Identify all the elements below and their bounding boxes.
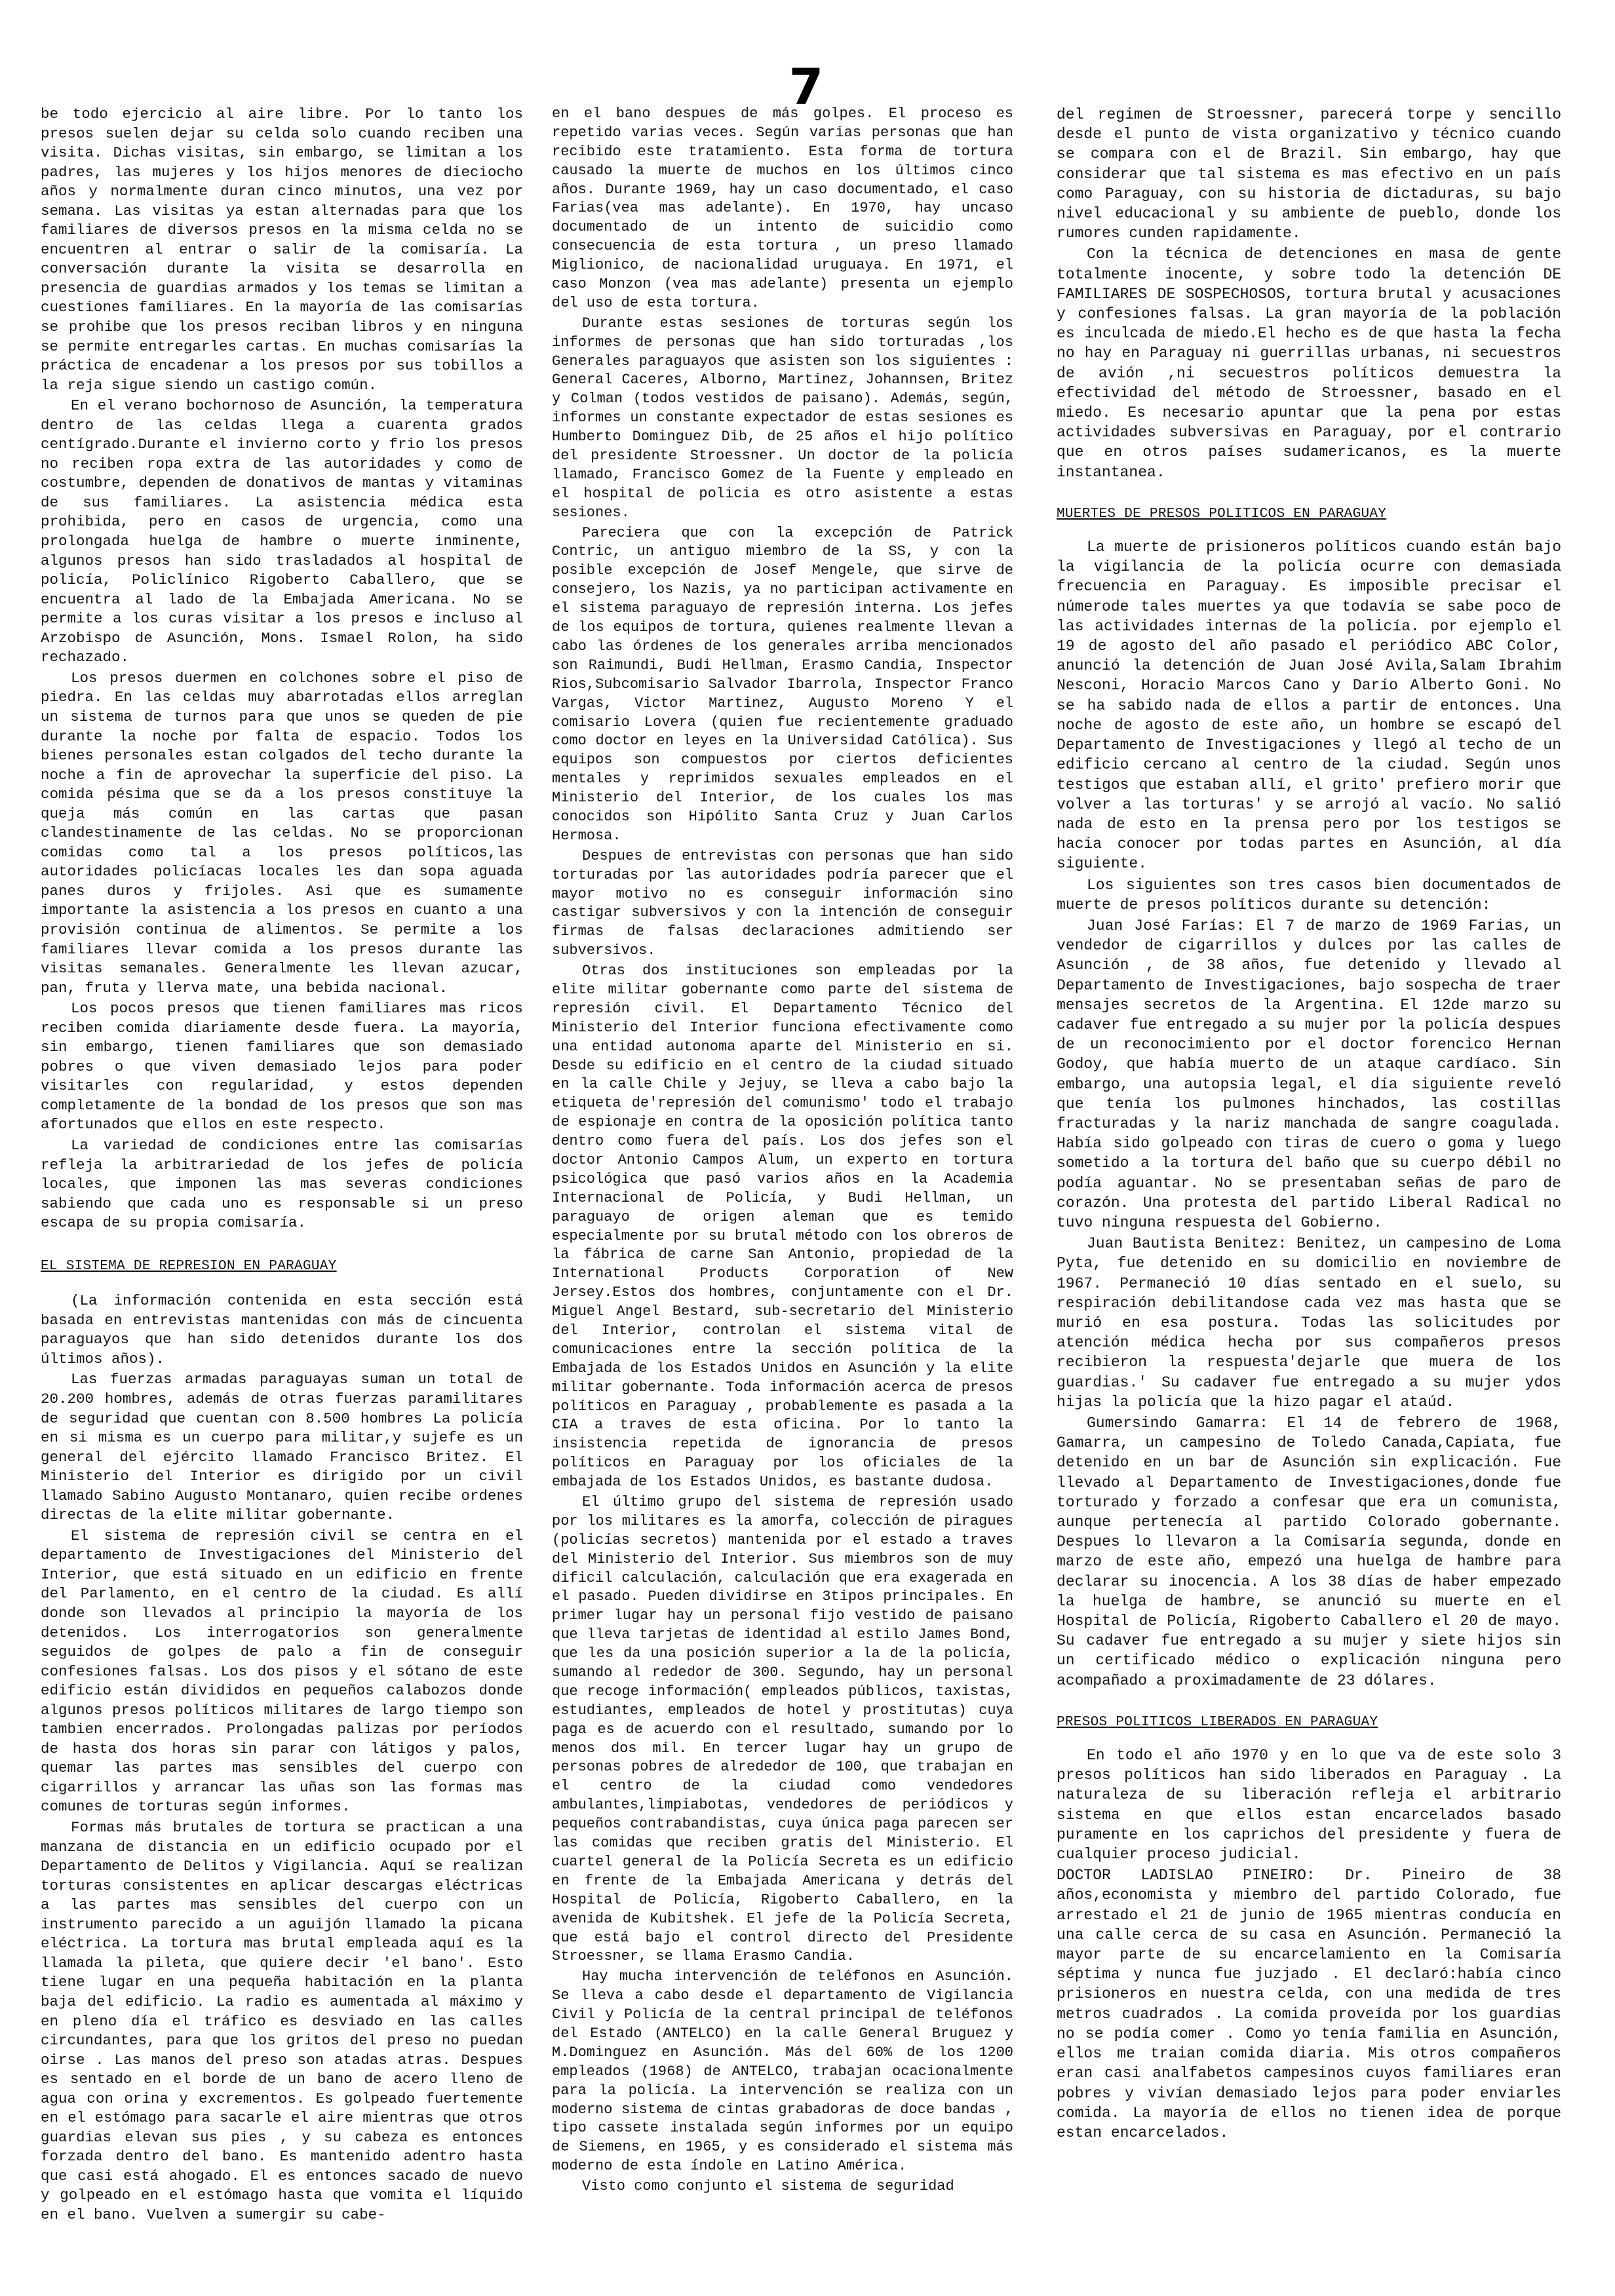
paragraph: Otras dos instituciones son empleadas por la elite militar gobernante como parte del sistema de represión civil. El Departamento Técnico del Ministerio del Interior funciona efectivamente como una entidad autonoma aparte del Ministerio en si. Desde su edificio en el centro de la ciudad situado en la calle Chile y Jejuy, se lleva a cabo bajo la etiqueta de'represión del comunismo' todo el trabajo de espionaje en contra de la oposición política tanto dentro como fuera del país. Los dos jefes son el doctor Antonio Campos Alum, un experto en tortura psicológica que pasó varios años en la Academia Internacional de Policía, y Budi Hellman, un paraguayo de origen aleman que es temido especialmente por su brutal método con los obreros de la fábrica de carne San Antonio, propiedad de la International Products Corporation of New Jersey.Estos dos hombres, conjuntamente con el Dr. Miguel Angel Bestard, sub-secretario del Ministerio del Interior, controlan el sistema vital de comunicaciones entre la sección política de la Embajada de los Estados Unidos en Asunción y la elite militar gobernante. Toda información acerca de presos políticos en Paraguay , probablemente es pasada a la CIA a traves de esta oficina. Por lo tanto la insistencia repetida de ignorancia de presos políticos en Paraguay por los oficiales de la embajada de los Estados Unidos, es bastante dudosa. — [552, 963, 1013, 1491]
column-middle — [552, 105, 1013, 2198]
column-left — [41, 105, 523, 2227]
paragraph: En el verano bochornoso de Asunción, la temperatura dentro de las celdas llega a cuarenta grados centígrado.Durante el invierno corto y frio los presos no reciben ropa extra de las autoridades y como de costumbre, dependen de donativos de mantas y vitaminas de sus familiares. La asistencia médica esta prohibida, pero en casos de urgencia, como una prolongada huelga de hambre o muerte inminente, algunos presos han sido trasladados al hospital de policía, Policlínico Rigoberto Caballero, que se encuentra al lado de la Embajada Americana. No se permite a los curas visitar a los presos e incluso al Arzobispo de Asunción, Mons. Ismael Rolon, ha sido rechazado. — [41, 397, 523, 666]
paragraph: La muerte de prisioneros políticos cuando están bajo la vigilancia de la policía ocurre con demasiada frecuencia en Paraguay. Es imposible precisar el númerode tales muertes ya que todavía se sabe poco de las actividades internas de la policía. por ejemplo el 19 de agosto del año pasado el periódico ABC Color, anunció la detención de Juan José Avila,Salam Ibrahim Nesconi, Horacio Marcos Cano y Darío Alberto Goni. No se ha sabido nada de ellos a partir de entonces. Una noche de agosto de este año, un hombre se escapó del Departamento de Investigaciones y llegó al techo de un edificio cercano al centro de la ciudad. Según unos testigos que estaban allí, el grito' prefiero morir que volver a las torturas' y se arrojó al vacío. No salió nada de esto en la prensa pero por los testigos se hacia conocer por todas partes en Asunción, al día siguiente. — [1057, 539, 1561, 873]
paragraph: Los siguientes son tres casos bien documentados de muerte de presos políticos durante su detención: — [1057, 876, 1561, 913]
paragraph: del regimen de Stroessner, parecerá torpe y sencillo desde el punto de vista organizativo y técnico cuando se compara con el de Brazil. Sin embargo, hay que considerar que tal sistema es mas efectivo en un país como Paraguay, con su historia de dictaduras, su bajo nivel educacional y su ambiente de pueblo, donde los rumores cunden rapidamente. — [1057, 106, 1561, 242]
paragraph: Durante estas sesiones de torturas según los informes de personas que han sido torturadas ,los Generales paraguayos que asisten son los siguientes : General Caceres, Alborno, Martinez, Johannsen, Britez y Colman (todos vestidos de paisano). Además, según, informes un constante expectador de estas sesiones es Humberto Dominguez Dib, de 25 años el hijo político del presidente Stroessner. Un doctor de la policía llamado, Francisco Gomez de la Fuente y empleado en el hospital de policia es otro asistente a estas sesiones. — [552, 315, 1013, 521]
paragraph: Gumersindo Gamarra: El 14 de febrero de 1968, Gamarra, un campesino de Toledo Canada,Capiata, fue detenido en un bar de Asunción sin explicación. Fue llevado al Departamento de Investigaciones,donde fue torturado y forzado a confesar que era un comunista, aunque pertenecía al partido Colorado gobernante. Despues lo llevaron a la Comisaría segunda, donde en marzo de este año, empezó una huelga de hambre para declarar su inocencia. A los 38 días de haber empezado la huelga de hambre, se anunció su muerte en el Hospital de Policía, Rigoberto Caballero el 20 de mayo. Su cadaver fue entregado a su mujer y siete hijos sin un certificado médico o explicación ninguna pero acompañado a proximadamente de 23 dólares. — [1057, 1415, 1561, 1689]
paragraph: El último grupo del sistema de represión usado por los militares es la amorfa, colección de piragues (policías secretos) mantenida por el estado a traves del Ministerio del Interior. Sus miembros son de muy dificil calculación, calculación que era exagerada en el pasado. Pueden dividirse en 3tipos principales. En primer lugar hay un personal fijo vestido de paisano que lleva tarjetas de identidad al estilo James Bond, que les da una posición superior a la de la policía, sumando al rededor de 300. Segundo, hay un personal que recoge información( empleados públicos, taxistas, estudiantes, empleados de hotel y prostitutas) cuya paga es de acuerdo con el resultado, sumando por lo menos dos mil. En tercer lugar hay un grupo de personas pobres de alrededor de 100, que trabajan en el centro de la ciudad como vendedores ambulantes,limpiabotas, vendedores de periódicos y pequeños contrabandistas, cuya única paga parecen ser las comidas que reciben gratis del Ministerio. El cuartel general de la Policía Secreta es un edificio en frente de la Embajada Americana y detrás del Hospital de Policía, Rigoberto Caballero, en la avenida de Kubitshek. El jefe de la Policía Secreta, que está bajo el control directo del Presidente Stroessner, se llama Erasmo Candia. — [552, 1494, 1013, 1965]
paragraph: Formas más brutales de tortura se practican a una manzana de distancia en un edificio ocupado por el Departamento de Delitos y Vigilancia. Aquí se realizan torturas consistentes en aplicar descargas eléctricas a las partes mas sensibles del cuerpo con un instrumento parecido a un aguijón llamado la picana eléctrica. La tortura mas brutal empleada aquí es la llamada la pileta, que quiere decir 'el bano'. Esto tiene lugar en una pequeña habitación en la planta baja del edificio. La radio es aumentada al máximo y en pleno día el tráfico es desviado en las calles circundantes, para que los gritos del preso no puedan oirse . Las manos del preso son atadas atras. Despues es sentado en el borde de un bano de acero lleno de agua con orina y excrementos. Es golpeado fuertemente en el estómago para sacarle el aire mientras que otros guardias elevan sus pies , y su cabeza es entonces forzada dentro del bano. Es mantenido adentro hasta que casi está ahogado. El es entonces sacado de nuevo y golpeado en el estómago hasta que vomita el líquido en el bano. Vuelven a sumergir su cabe- — [41, 1819, 523, 2223]
paragraph: La variedad de condiciones entre las comisarías refleja la arbitrariedad de los jefes de policía locales, que imponen las mas severas condiciones sabiendo que cada uno es responsable si un preso escapa de su propia comisaría. — [41, 1136, 523, 1232]
paragraph: Las fuerzas armadas paraguayas suman un total de 20.200 hombres, además de otras fuerzas paramilitares de seguridad que cuentan con 8.500 hombres La policía en si misma es un cuerpo para militar,y sujefe es un general del ejército llamado Francisco Britez. El Ministerio del Interior es dirigido por un civil llamado Sabino Augusto Montanaro, quien recibe ordenes directas de la elite militar gobernante. — [41, 1371, 523, 1524]
page-number: 7 — [788, 58, 824, 116]
paragraph: DOCTOR LADISLAO PINEIRO: Dr. Pineiro de 38 años,economista y miembro del partido Colorado, fue arrestado el 21 de junio de 1965 mientras conducía en una calle cerca de su casa en Asunción. Permaneció la mayor parte de su encarcelamiento en la Comisaría séptima y nunca fue juzjado . El declaró:había cinco prisioneros en nuestra celda, con una medida de tres metros cuadrados . La comida proveída por los guardias no se podía comer . Como yo tenía familia en Asunción, ellos me traian comida diaria. Mis otros compañeros eran casi analfabetos campesinos cuyos familiares eran pobres y vivían demasiado lejos para poder enviarles comida. La mayoría de ellos no tienen idea de porque estan encarcelados. — [1057, 1867, 1561, 2141]
paragraph: Despues de entrevistas con personas que han sido torturadas por las autoridades podría parecer que el mayor motivo no es conseguir información sino castigar subversivos y con la intención de conseguir firmas de falsas declaraciones admitiendo ser subversivos. — [552, 847, 1013, 959]
paragraph: Los pocos presos que tienen familiares mas ricos reciben comida diariamente desde fuera. La mayoría, sin embargo, tienen familiares que son demasiado pobres o que viven demasiado lejos para poder visitarles con regularidad, y estos dependen completamente de la bondad de los presos que son mas afortunados que ellos en este respecto. — [41, 1000, 523, 1134]
section-heading-repression-system: EL SISTEMA DE REPRESION EN PARAGUAY — [41, 1258, 337, 1274]
paragraph: Juan Bautista Benitez: Benitez, un campesino de Loma Pyta, fue detenido en su domicilio en noviembre de 1967. Permaneció 10 días sentado en el suelo, su respiración debilitandose cada vez mas hasta que se murió en esa postura. Todas las solicitudes por atención médica hecha por sus compañeros presos recibieron la respuesta'dejarle que muera de los guardias.' Su cadaver fue entregado a su mujer ydos hijas la policía que la hizo pagar el ataúd. — [1057, 1235, 1561, 1411]
paragraph: El sistema de represión civil se centra en el departamento de Investigaciones del Ministerio del Interior, que está situado en un edificio en frente del Parlamento, en el centro de la ciudad. Es allí donde son llevados al principio la mayoría de los detenidos. Los interrogatorios son generalmente seguidos de golpes de palo a fin de conseguir confesiones falsas. Los dos pisos y el sótano de este edificio están divididos en pequeños calabozos donde algunos presos políticos militares de largo tiempo son tambien encerrados. Prolongadas palizas por períodos de hasta dos horas sin parar con látigos y palos, quemar las partes mas sensibles del cuerpo con cigarrillos y arrancar las uñas son las formas mas comunes de torturas según informes. — [41, 1527, 523, 1816]
column-right — [1057, 105, 1561, 2144]
paragraph: be todo ejercicio al aire libre. Por lo tanto los presos suelen dejar su celda solo cuando reciben una visita. Dichas visitas, sin embargo, se limitan a los padres, las mujeres y los hijos menores de dieciocho años y normalmente duran cinco minutos, una vez por semana. Las visitas ya estan alternadas para que los familiares de diversos presos en la misma celda no se encuentren al entrar o salir de la comisaría. La conversación durante la visita se desarrolla en presencia de guardias armados y los temas se limitan a cuestiones familiares. En la mayoría de las comisarías se prohibe que los presos reciban libros y en ninguna se permite entregarles cartas. En muchas comisarías la práctica de encadenar a los presos por sus tobillos a la reja sigue siendo un castigo común. — [41, 105, 523, 394]
paragraph: Pareciera que con la excepción de Patrick Contric, un antiguo miembro de la SS, y con la posible excepción de Josef Mengele, que sirve de consejero, los Nazis, ya no participan activamente en el sistema paraguayo de represión interna. Los jefes de los equipos de tortura, quienes realmente llevan a cabo las órdenes de los generales arriba mencionados son Raimundi, Budi Hellman, Erasmo Candia, Inspector Rios,Subcomisario Salvador Ibarrola, Inspector Franco Vargas, Victor Martinez, Augusto Moreno Y el comisario Lovera (quien fue recientemente graduado como doctor en leyes en la Universidad Católica). Sus equipos son compuestos por ciertos deficientes mentales y reprimidos sexuales empleados en el Ministerio del Interior, de los cuales los mas conocidos son Hipólito Santa Cruz y Juan Carlos Hermosa. — [552, 524, 1013, 844]
section-heading-prisoner-deaths: MUERTES DE PRESOS POLITICOS EN PARAGUAY — [1057, 506, 1387, 522]
section-heading-released-prisoners: PRESOS POLITICOS LIBERADOS EN PARAGUAY — [1057, 1714, 1378, 1730]
paragraph: Visto como conjunto el sistema de seguridad — [582, 2178, 954, 2195]
paragraph: Con la técnica de detenciones en masa de gente totalmente inocente, y sobre todo la detención DE FAMILIARES DE SOSPECHOSOS, tortura brutal y acusaciones y confesiones falsas. La gran mayoría de la población es inculcada de miedo.El hecho es de que hasta la fecha no hay en Paraguay ni guerrillas urbanas, ni secuestros de avión ,ni secuestros políticos demuestra la efectividad del método de Stroessner, basado en el miedo. Es necesario apuntar que la pena por estas actividades subversivas en Paraguay, por el contrario que en otros países sudamericanos, es la muerte instantanea. — [1057, 246, 1561, 481]
paragraph: Juan José Farías: El 7 de marzo de 1969 Farias, un vendedor de cigarrillos y dulces por las calles de Asunción , de 38 años, fue detenido y llevado al Departamento de Investigaciones, bajo sospecha de traer mensajes secretos de la Argentina. El 12de marzo su cadaver fue entregado a su mujer por la policía despues de un reconocimiento por el doctor forencico Hernan Godoy, que había muerto de un ataque cardíaco. Sin embargo, una autopsia legal, el día siguiente reveló que tenía los pulmones hinchados, las costillas fracturadas y la nariz manchada de sangre coagulada. Había sido golpeado con tiras de cuero o goma y luego sometido a la tortura del baño que su cuerpo débil no podía aguantar. No se presentaban señas de paro de corazón. Una protesta del partido Liberal Radical no tuvo ninguna respuesta del Gobierno. — [1057, 917, 1561, 1231]
paragraph: Hay mucha intervención de teléfonos en Asunción. Se lleva a cabo desde el departamento de Vigilancia Civil y Policía de la central principal de teléfonos del Estado (ANTELCO) en la calle General Bruguez y M.Dominguez en Asunción. Más del 60% de los 1200 empleados (1968) de ANTELCO, trabajan ocacionalmente para la policía. La intervención se realiza con un moderno sistema de cintas grabadoras de doce bandas , tipo cassete instalada según informes por un equipo de Siemens, en 1965, y es considerado el sistema más moderno de esta índole en Latino América. — [552, 1968, 1013, 2175]
paragraph: (La información contenida en esta sección está basada en entrevistas mantenidas con más de cincuenta paraguayos que han sido detenidos durante los dos últimos años). — [41, 1292, 523, 1368]
paragraph: Los presos duermen en colchones sobre el piso de piedra. En las celdas muy abarrotadas ellos arreglan un sistema de turnos para que unos se queden de pie durante la noche por falta de espacio. Todos los bienes personales estan colgados del techo durante la noche a fin de aprovechar la superficie del piso. La comida pésima que se da a los presos constituye la queja más común en las cartas que pasan clandestinamente de las celdas. No se proporcionan comidas como tal a los presos políticos,las autoridades policíacas locales les dan sopa aguada panes duros y frijoles. Asi que es sumamente importante la asistencia a los presos en cuanto a una provisión continua de alimentos. Se permite a los familiares llevar comida a los presos durante las visitas semanales. Generalmente les llevan azucar, pan, fruta y llerva mate, una bebida nacional. — [41, 669, 523, 997]
paragraph: En todo el año 1970 y en lo que va de este solo 3 presos políticos han sido liberados en Paraguay . La naturaleza de su liberación refleja el arbitrario sistema en que ellos estan encarcelados basado puramente en los caprichos del presidente y fuera de cualquier proceso judicial. — [1057, 1747, 1561, 1864]
paragraph: en el bano despues de más golpes. El proceso es repetido varias veces. Según varias personas que han recibido este tratamiento. Esta forma de tortura causado la muerte de muchos en los últimos cinco años. Durante 1969, hay un caso documentado, el caso Farias(vea mas adelante). En 1970, hay uncaso documentado de un intento de suicidio como consecuencia de esta tortura , un preso llamado Miglionico, de nacionalidad uruguaya. En 1971, el caso Monzon (vea mas adelante) presenta un ejemplo del uso de esta tortura. — [552, 105, 1013, 311]
